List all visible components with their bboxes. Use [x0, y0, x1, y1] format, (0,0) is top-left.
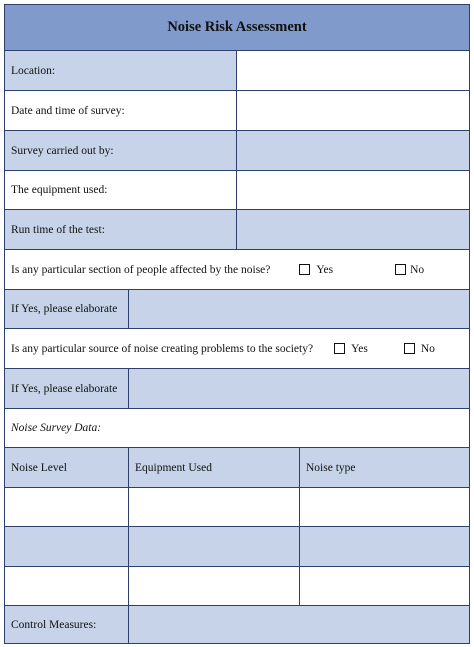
table-cell-equipment-used[interactable]: [129, 567, 300, 605]
question2-yes-label: Yes: [351, 342, 368, 355]
table-cell-noise-type[interactable]: [300, 527, 469, 566]
table-cell-equipment-used[interactable]: [129, 488, 300, 526]
question1-row: [5, 250, 469, 290]
equipment-used-input[interactable]: [237, 171, 469, 209]
question1-no-checkbox[interactable]: [395, 264, 406, 275]
survey-data-row: [5, 409, 469, 448]
elaborate1-input[interactable]: [129, 290, 469, 328]
header-noise-level: Noise Level: [5, 448, 129, 487]
control-measures-row: [5, 606, 469, 643]
question1-cell: [5, 250, 469, 289]
question2-yes-option[interactable]: [334, 343, 368, 355]
table-cell-noise-type[interactable]: [300, 488, 469, 526]
noise-risk-assessment-form: [4, 4, 470, 644]
question2-text: Is any particular source of noise creating problems to the society?: [11, 342, 314, 355]
survey-table-header: [5, 448, 469, 488]
table-row: [5, 567, 469, 606]
control-measures-input[interactable]: [129, 606, 469, 643]
question2-no-option[interactable]: [404, 343, 435, 355]
title-row: [5, 5, 469, 51]
carried-out-by-row: [5, 131, 469, 171]
date-time-input[interactable]: [237, 91, 469, 130]
question2-no-label: No: [420, 342, 435, 355]
survey-data-label: Noise Survey Data:: [5, 409, 469, 447]
question2-row: [5, 329, 469, 369]
question2-yes-checkbox[interactable]: [334, 343, 345, 354]
elaborate2-row: [5, 369, 469, 409]
run-time-label: Run time of the test:: [5, 210, 237, 249]
date-time-label: Date and time of survey:: [5, 91, 237, 130]
elaborate1-row: [5, 290, 469, 329]
carried-out-by-input[interactable]: [237, 131, 469, 170]
table-cell-noise-level[interactable]: [5, 488, 129, 526]
question2-cell: [5, 329, 469, 368]
table-cell-noise-type[interactable]: [300, 567, 469, 605]
question1-no-label: No: [410, 263, 425, 276]
equipment-used-row: [5, 171, 469, 210]
table-row: [5, 488, 469, 527]
table-row: [5, 527, 469, 567]
elaborate1-label: If Yes, please elaborate: [5, 290, 129, 328]
question1-text: Is any particular section of people affected by the noise?: [11, 263, 271, 276]
location-row: [5, 51, 469, 91]
elaborate2-input[interactable]: [129, 369, 469, 408]
question1-yes-label: Yes: [316, 263, 334, 276]
run-time-row: [5, 210, 469, 250]
run-time-input[interactable]: [237, 210, 469, 249]
header-equipment-used: Equipment Used: [129, 448, 300, 487]
question2-no-checkbox[interactable]: [404, 343, 415, 354]
control-measures-label: Control Measures:: [5, 606, 129, 643]
table-cell-noise-level[interactable]: [5, 527, 129, 566]
location-input[interactable]: [237, 51, 469, 90]
form-title: Noise Risk Assessment: [5, 5, 469, 50]
date-time-row: [5, 91, 469, 131]
carried-out-by-label: Survey carried out by:: [5, 131, 237, 170]
table-cell-equipment-used[interactable]: [129, 527, 300, 566]
table-cell-noise-level[interactable]: [5, 567, 129, 605]
elaborate2-label: If Yes, please elaborate: [5, 369, 129, 408]
question1-yes-option[interactable]: [299, 264, 333, 276]
question1-yes-checkbox[interactable]: [299, 264, 310, 275]
location-label: Location:: [5, 51, 237, 90]
equipment-used-label: The equipment used:: [5, 171, 237, 209]
question1-no-option[interactable]: [395, 264, 424, 276]
header-noise-type: Noise type: [300, 448, 469, 487]
